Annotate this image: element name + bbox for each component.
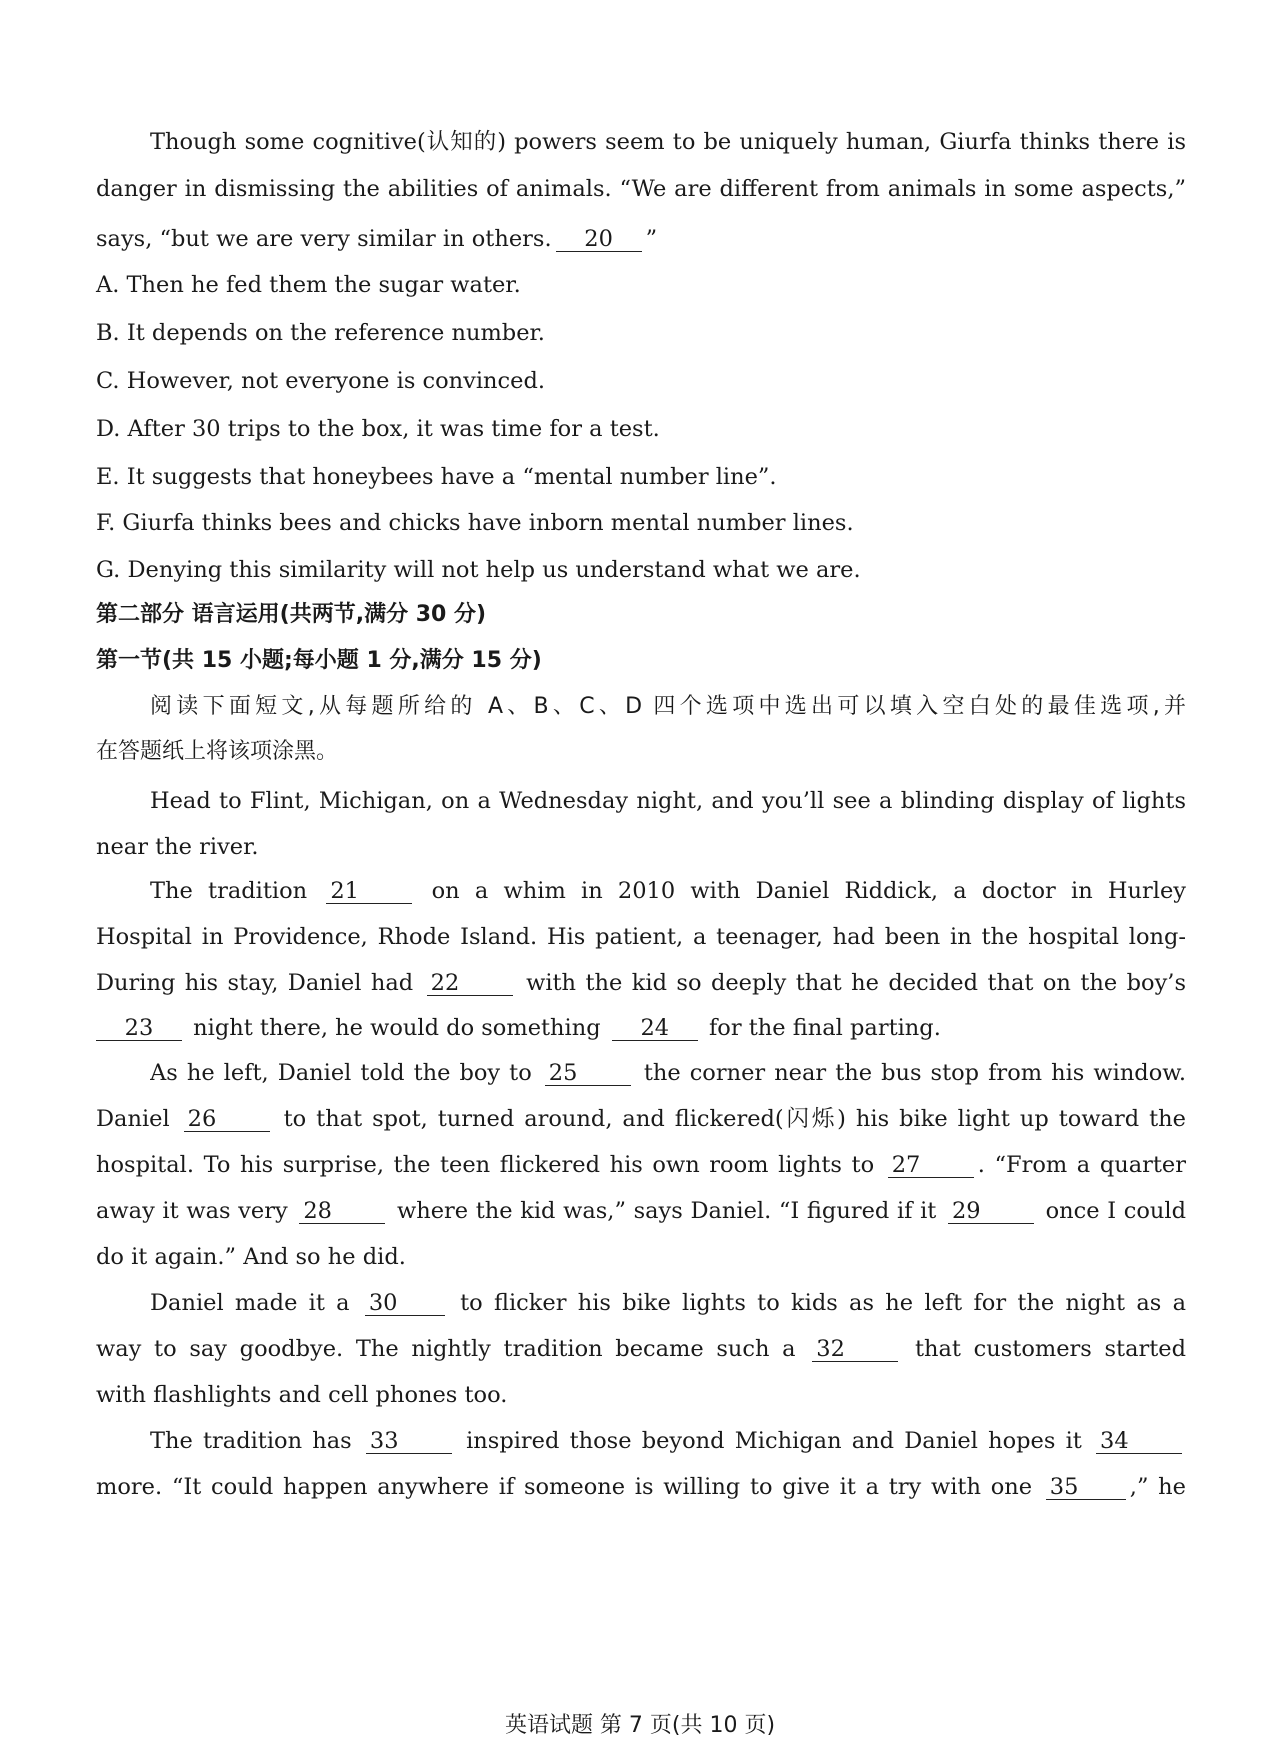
passage-line-2 — [96, 174, 1186, 204]
passage-line-1 — [150, 127, 1186, 157]
cloze-p1-line-2: near the river. — [96, 834, 259, 860]
option-b: B. It depends on the reference number. — [96, 320, 545, 346]
blank-24[interactable]: 24 — [612, 1016, 698, 1041]
option-d: D. After 30 trips to the box, it was time for a test. — [96, 416, 660, 442]
blank-32[interactable]: 32 — [812, 1337, 898, 1362]
blank-34[interactable]: 34 — [1096, 1429, 1182, 1454]
cloze-text: to that spot, turned around, and flickered(闪烁) his bike light up toward the — [283, 1106, 1186, 1132]
instruction-line-1 — [150, 692, 1186, 722]
page-footer: 英语试题 第 7 页(共 10 页) — [504, 1713, 776, 1738]
passage-text: danger in dismissing the abilities of animals. “We are different from animals in some aspects,” — [96, 176, 1186, 202]
cloze-text: Daniel — [96, 1106, 170, 1132]
cloze-text: . “From a quarter — [977, 1152, 1186, 1178]
blank-20[interactable]: 20 — [556, 227, 642, 252]
cloze-text: Hospital in Providence, Rhode Island. His patient, a teenager, had been in the hospital long- — [96, 924, 1186, 950]
cloze-p3-line-5: do it again.” And so he did. — [96, 1244, 406, 1270]
option-f: F. Giurfa thinks bees and chicks have inborn mental number lines. — [96, 510, 854, 536]
blank-25[interactable]: 25 — [545, 1061, 631, 1086]
cloze-text: for the final parting. — [708, 1015, 941, 1041]
cloze-p2-line-3 — [96, 968, 1186, 998]
cloze-text: more. “It could happen anywhere if someone is willing to give it a try with one — [96, 1474, 1033, 1500]
cloze-text: on a whim in 2010 with Daniel Riddick, a doctor in Hurley — [431, 878, 1186, 904]
blank-23[interactable]: 23 — [96, 1016, 182, 1041]
cloze-p2-line-2 — [96, 922, 1186, 952]
cloze-text: As he left, Daniel told the boy to — [150, 1060, 532, 1086]
cloze-text: the corner near the bus stop from his window. — [643, 1060, 1186, 1086]
passage-text: says, “but we are very similar in others. — [96, 226, 552, 252]
blank-22[interactable]: 22 — [427, 971, 513, 996]
cloze-text: During his stay, Daniel had — [96, 970, 414, 996]
instruction-text: 阅读下面短文,从每题所给的 A、B、C、D 四个选项中选出可以填入空白处的最佳选项,并 — [150, 694, 1186, 719]
cloze-p5-line-1 — [150, 1426, 1186, 1456]
option-c: C. However, not everyone is convinced. — [96, 368, 546, 394]
blank-33[interactable]: 33 — [366, 1429, 452, 1454]
blank-35[interactable]: 35 — [1046, 1475, 1126, 1500]
cloze-p3-line-4 — [96, 1196, 1186, 1226]
cloze-p3-line-2 — [96, 1104, 1186, 1134]
cloze-p3-line-1 — [150, 1058, 1186, 1088]
cloze-p3-line-3 — [96, 1150, 1186, 1180]
cloze-text: that customers started — [914, 1336, 1186, 1362]
blank-29[interactable]: 29 — [948, 1199, 1034, 1224]
cloze-text: away it was very — [96, 1198, 288, 1224]
passage-text: Though some cognitive(认知的) powers seem to be uniquely human, Giurfa thinks there is — [150, 129, 1186, 155]
cloze-text: inspired those beyond Michigan and Daniel hopes it — [466, 1428, 1082, 1454]
cloze-p2-line-4 — [96, 1013, 941, 1043]
cloze-text: ,” he — [1129, 1474, 1186, 1500]
blank-26[interactable]: 26 — [184, 1107, 270, 1132]
cloze-p4-line-1 — [150, 1288, 1186, 1318]
cloze-text: way to say goodbye. The nightly tradition became such a — [96, 1336, 796, 1362]
cloze-text: night there, he would do something — [193, 1015, 601, 1041]
cloze-text: once I could — [1045, 1198, 1186, 1224]
blank-27[interactable]: 27 — [888, 1153, 974, 1178]
passage-text: ” — [645, 226, 658, 252]
part-two-title: 第二部分 语言运用(共两节,满分 30 分) — [96, 602, 487, 627]
cloze-p4-line-2 — [96, 1334, 1186, 1364]
blank-30[interactable]: 30 — [365, 1291, 445, 1316]
cloze-p5-line-2 — [96, 1472, 1186, 1502]
option-a: A. Then he fed them the sugar water. — [96, 272, 521, 298]
cloze-text: to flicker his bike lights to kids as he left for the night as a — [460, 1290, 1186, 1316]
cloze-text: Head to Flint, Michigan, on a Wednesday night, and you’ll see a blinding display of lights — [150, 788, 1186, 814]
cloze-text: where the kid was,” says Daniel. “I figured if it — [396, 1198, 937, 1224]
cloze-text: The tradition has — [150, 1428, 352, 1454]
blank-21[interactable]: 21 — [326, 879, 412, 904]
passage-line-3 — [96, 224, 657, 254]
cloze-p1-line-1 — [150, 786, 1186, 816]
instruction-line-2: 在答题纸上将该项涂黑。 — [96, 739, 339, 764]
cloze-text: hospital. To his surprise, the teen flickered his own room lights to — [96, 1152, 875, 1178]
option-g: G. Denying this similarity will not help us understand what we are. — [96, 557, 861, 583]
blank-28[interactable]: 28 — [299, 1199, 385, 1224]
section-one-title: 第一节(共 15 小题;每小题 1 分,满分 15 分) — [96, 648, 542, 673]
cloze-p2-line-1 — [150, 876, 1186, 906]
cloze-p4-line-3: with flashlights and cell phones too. — [96, 1382, 508, 1408]
option-e: E. It suggests that honeybees have a “mental number line”. — [96, 464, 777, 490]
cloze-text: with the kid so deeply that he decided that on the boy’s — [526, 970, 1186, 996]
cloze-text: The tradition — [150, 878, 308, 904]
cloze-text: Daniel made it a — [150, 1290, 350, 1316]
